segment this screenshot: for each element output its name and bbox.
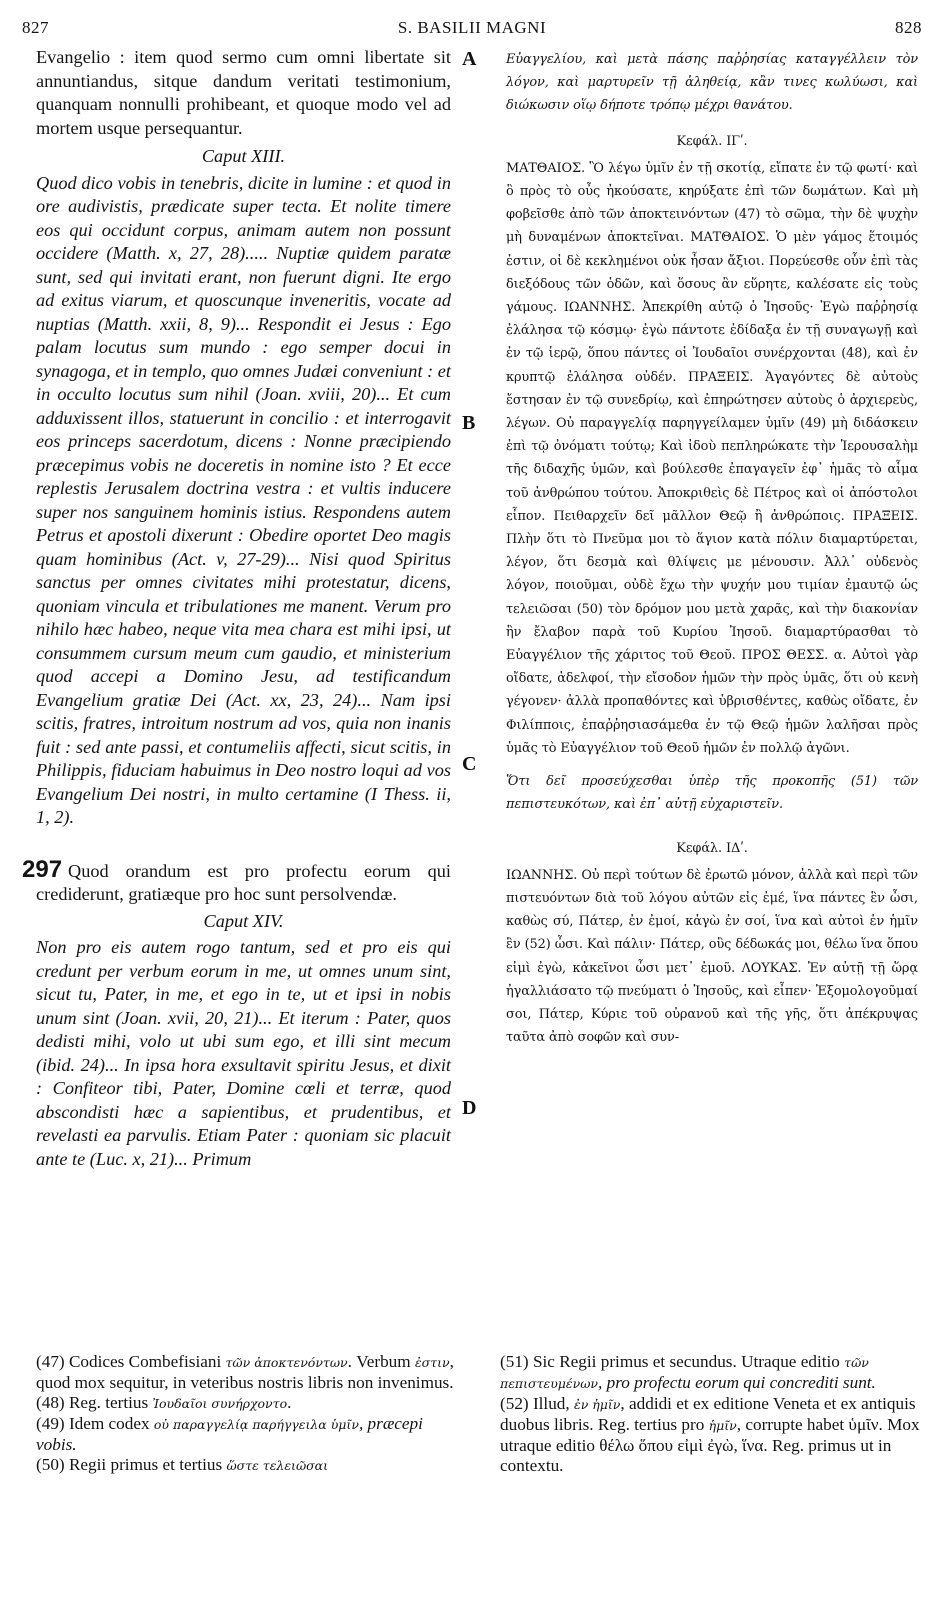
footnote-49: (49) Idem codex οὐ παραγγελίᾳ παρήγγειλα ὑμῖν, præcepi vobis. <box>36 1414 423 1454</box>
latin-caput-13-text: Quod dico vobis in tenebris, dicite in lumine : et quod in ore audivistis, prædicate super tecta. Et nolite timere eos qui occidunt corpus, animam autem non possunt occidere (Matth. x, 27, 28)..... Nuptiæ quidem paratæ sunt, sed qui invitati erant, non fuerunt digni. Ite ergo ad exitus viarum, et quoscunque inveneritis, vocate ad nuptias (Matth. xxii, 8, 9)... Respondit ei Jesus : Ego palam locutus sum mundo : ego semper docui in synagoga, et in templo, quo omnes Judæi conveniunt : et in occulto locutus sum nihil (Joan. xviii, 20)... Et cum adduxissent illos, statuerunt in concilio : et interrogavit eos princeps sacerdotum, dicens : Nonne præcipiendo præcepimus vobis ne doceretis in nomine isto ? Et ecce replestis Jerusalem doctrina vestra : et vultis inducere super nos sanguinem hominis istius. Respondens autem Petrus et apostoli dixerunt : Obedire oportet Deo magis quam hominibus (Act. v, 27-29)... Nisi quod Spiritus sanctus per omnes civitates mihi protestatur, dicens, quoniam vincula et tribulationes me manent. Verum pro nihilo hæc habeo, neque vita mea chara est mihi ipsi, ut consummem cursum meum cum gaudio, et ministerium quod accepi a Domino Jesu, ad testificandum Evangelium gratiæ Dei (Act. xx, 23, 24)... Nam ipsi scitis, fratres, introitum nostrum ad vos, quia non inanis fuit : sed ante passi, et contumeliis affecti, sicut scitis, in Philippis, fiduciam habuimus in Deo nostro loqui ad vos Evangelium Dei nostri, in multo certamine (I Thess. ii, 1, 2). <box>36 172 451 827</box>
greek-column <box>506 48 918 1049</box>
footnote-50: (50) Regii primus et tertius ὥστε τελειῶσαι <box>36 1455 329 1474</box>
latin-caput-14-text: Non pro eis autem rogo tantum, sed et pro eis qui credunt per verbum eorum in me, ut omnes unum sint, sicut tu, Pater, in me, et ego in te, ut et ipsi in nobis unum sint (Joan. xvii, 20, 21)... Et iterum : Pater, quos dedisti mihi, volo ut ubi sum ego, et illi sint mecum (ibid. 24)... In ipsa hora exsultavit spiritu Jesus, et dixit : Confiteor tibi, Pater, Domine cœli et terræ, quod abscondisti hæc a sapientibus, et prudentibus, et revelasti ea parvulis. Etiam Pater : quoniam sic placuit ante te (Luc. x, 21)... Primum <box>36 937 451 1169</box>
greek-caput-13-text: ΜΑΤΘΑΙΟΣ. Ὃ λέγω ὑμῖν ἐν τῇ σκοτίᾳ, εἴπατε ἐν τῷ φωτί· καὶ ὃ πρὸς τὸ οὖς ἠκούσατε, κηρύξατε ἐπὶ τῶν δωμάτων. Καὶ μὴ φοβεῖσθε ἀπὸ τῶν ἀποκτεινόντων (47) τὸ σῶμα, τὴν δὲ ψυχὴν μὴ δυναμένων ἀποκτεῖναι. ΜΑΤΘΑΙΟΣ. Ὁ μὲν γάμος ἕτοιμός ἐστιν, οἱ δὲ κεκλημένοι οὐκ ἦσαν ἄξιοι. Πορεύεσθε οὖν ἐπὶ τὰς διεξόδους τῶν ὁδῶν, καὶ ὅσους ἂν εὕρητε, καλέσατε εἰς τοὺς γάμους. ΙΩΑΝΝΗΣ. Ἀπεκρίθη αὐτῷ ὁ Ἰησοῦς· Ἐγὼ παῤῥησίᾳ ἐλάλησα τῷ κόσμῳ· ἐγὼ πάντοτε ἐδίδαξα ἐν τῇ συναγωγῇ καὶ ἐν τῷ ἱερῷ, ὅπου πάντες οἱ Ἰουδαῖοι συνέρχονται (48), καὶ ἐν κρυπτῷ ἐλάλησα οὐδέν. ΠΡΑΞΕΙΣ. Ἀγαγόντες δὲ αὐτοὺς ἔστησαν ἐν τῷ συνεδρίῳ, καὶ ἐπηρώτησεν αὐτοὺς ὁ ἀρχιερεὺς, λέγων. Οὐ παραγγελίᾳ παρηγγείλαμεν ὑμῖν (49) μὴ διδάσκειν ἐπὶ τῷ ὀνόματι τούτῳ; Καὶ ἰδοὺ πεπληρώκατε τὴν Ἱερουσαλὴμ τῆς διδαχῆς ὑμῶν, καὶ βούλεσθε ἐπαγαγεῖν ἐφ᾽ ἡμᾶς τὸ αἷμα τοῦ ἀνθρώπου τούτου. Ἀποκριθεὶς δὲ Πέτρος καὶ οἱ ἀπόστολοι εἶπον. Πειθαρχεῖν δεῖ μᾶλλον Θεῷ ἢ ἀνθρώποις. ΠΡΑΞΕΙΣ. Πλὴν ὅτι τὸ Πνεῦμα μοι τὸ ἅγιον κατὰ πόλιν διαμαρτύρεται, λέγον, ὅτι δεσμὰ καὶ θλίψεις με μένουσιν. Ἀλλ᾽ οὐδενὸς λόγον, ποιοῦμαι, οὐδὲ ἔχω τὴν ψυχήν μου τιμίαν ἐμαυτῷ ὡς τελειῶσαι (50) τὸν δρόμον μου μετὰ χαρᾶς, καὶ τὴν διακονίαν ἣν ἔλαβον παρὰ τοῦ Κυρίου Ἰησοῦ. διαμαρτύρασθαι τὸ Εὐαγγέλιον τῆς χάριτος τοῦ Θεοῦ. ΠΡΟΣ ΘΕΣΣ. α. Αὐτοὶ γὰρ οἴδατε, ἀδελφοί, τὴν εἴσοδον ἡμῶν τὴν πρὸς ὑμᾶς, ὅτι οὐ κενὴ γέγονεν· ἀλλὰ προπαθόντες καὶ ὑβρισθέντες, καθὼς οἴδατε, ἐν Φιλίπποις, ἐπαῤῥησιασάμεθα ἐν τῷ Θεῷ ἡμῶν λαλῆσαι πρὸς ὑμᾶς τὸ Εὐαγγέλιον τοῦ Θεοῦ ἡμῶν ἐν πολλῷ ἀγῶνι. <box>506 160 918 756</box>
page-header <box>0 18 944 44</box>
margin-marker-b: B <box>462 412 476 434</box>
footnotes-left <box>36 1352 456 1476</box>
margin-marker-c: C <box>462 753 477 775</box>
footnote-48: (48) Reg. tertius Ἰουδαῖοι συνήρχοντο. <box>36 1393 292 1412</box>
latin-caput-14: Caput XIV. <box>203 910 284 931</box>
margin-marker-d: D <box>462 1097 477 1119</box>
greek-intro: Εὐαγγελίου, καὶ μετὰ πάσης παῤῥησίας καταγγέλλειν τὸν λόγον, καὶ μαρτυρεῖν τῇ ἀληθείᾳ, κἂν τινες κωλύωσι, καὶ διώκωσιν οἵῳ δήποτε τρόπῳ μέχρι θανάτου. <box>506 52 918 114</box>
footnote-52: (52) Illud, ἐν ἡμῖν, addidi et ex editione Veneta et ex antiquis duobus libris. Reg. tertius pro ἡμῖν, corrupte habet ὑμῖν. Mox utraque editio θέλω ὅπου εἰμὶ ἐγὼ, ἵνα. Reg. primus ut in contextu. <box>500 1394 920 1475</box>
latin-intro: Evangelio : item quod sermo cum omni libertate sit annuntiandus, sitque dandum veritati testimonium, quanquam nonnulli prohibeant, et quoque modo vel ad mortem usque persequantur. <box>36 47 451 138</box>
footnote-51: (51) Sic Regii primus et secundus. Utraque editio τῶν πεπιστευμένων, pro profectu eorum qui concrediti sunt. <box>500 1352 876 1392</box>
greek-section-title: Ὅτι δεῖ προσεύχεσθαι ὑπὲρ τῆς προκοπῆς (51) τῶν πεπιστευκότων, καὶ ἐπ᾽ αὐτῇ εὐχαριστεῖν. <box>506 774 918 813</box>
running-title: S. BASILII MAGNI <box>397 18 547 37</box>
latin-section-title: Quod orandum est pro profectu eorum qui crediderunt, gratiæque pro hoc sunt persolvendæ. <box>36 860 451 904</box>
page-number-right: 828 <box>895 18 922 37</box>
latin-caput-13: Caput XIII. <box>201 146 286 166</box>
greek-caput-14-text: ΙΩΑΝΝΗΣ. Οὐ περὶ τούτων δὲ ἐρωτῶ μόνον, ἀλλὰ καὶ περὶ τῶν πιστευόντων διὰ τοῦ λόγου αὐτῶν εἰς ἐμέ, ἵνα πάντες ἓν ὦσι, καθὼς σύ, Πάτερ, ἐν ἐμοί, κἀγὼ ἐν σοί, ἵνα καὶ αὐτοὶ ἐν ἡμῖν ἓν (52) ὦσι. Καὶ πάλιν· Πάτερ, οὓς δέδωκάς μοι, θέλω ἵνα ὅπου εἰμὶ ἐγὼ, κἀκεῖνοι ὦσι μετ᾽ ἐμοῦ. ΛΟΥΚΑΣ. Ἐν αὐτῇ τῇ ὥρᾳ ἠγαλλιάσατο τῷ πνεύματι ὁ Ἰησοῦς, καὶ εἶπεν· Ἐξομολογοῦμαί σοι, Πάτερ, Κύριε τοῦ οὐρανοῦ καὶ τῆς γῆς, ὅτι ἀπέκρυψας ταῦτα ἀπὸ σοφῶν καὶ συν- <box>506 867 918 1046</box>
latin-section-297 <box>22 855 451 907</box>
footnote-47: (47) Codices Combefisiani τῶν ἀποκτενόντων. Verbum ἐστιν, quod mox sequitur, in veteribus nostris libris non invenimus. <box>36 1352 454 1392</box>
margin-marker-a: A <box>462 48 477 70</box>
greek-caput-14: Κεφάλ. ΙΔʹ. <box>676 840 748 856</box>
page-number-left: 827 <box>22 18 49 37</box>
footnotes-right <box>500 1352 920 1476</box>
greek-caput-13: Κεφάλ. ΙΓʹ. <box>676 133 748 149</box>
latin-column <box>22 46 451 1171</box>
section-number: 297 <box>22 855 63 883</box>
